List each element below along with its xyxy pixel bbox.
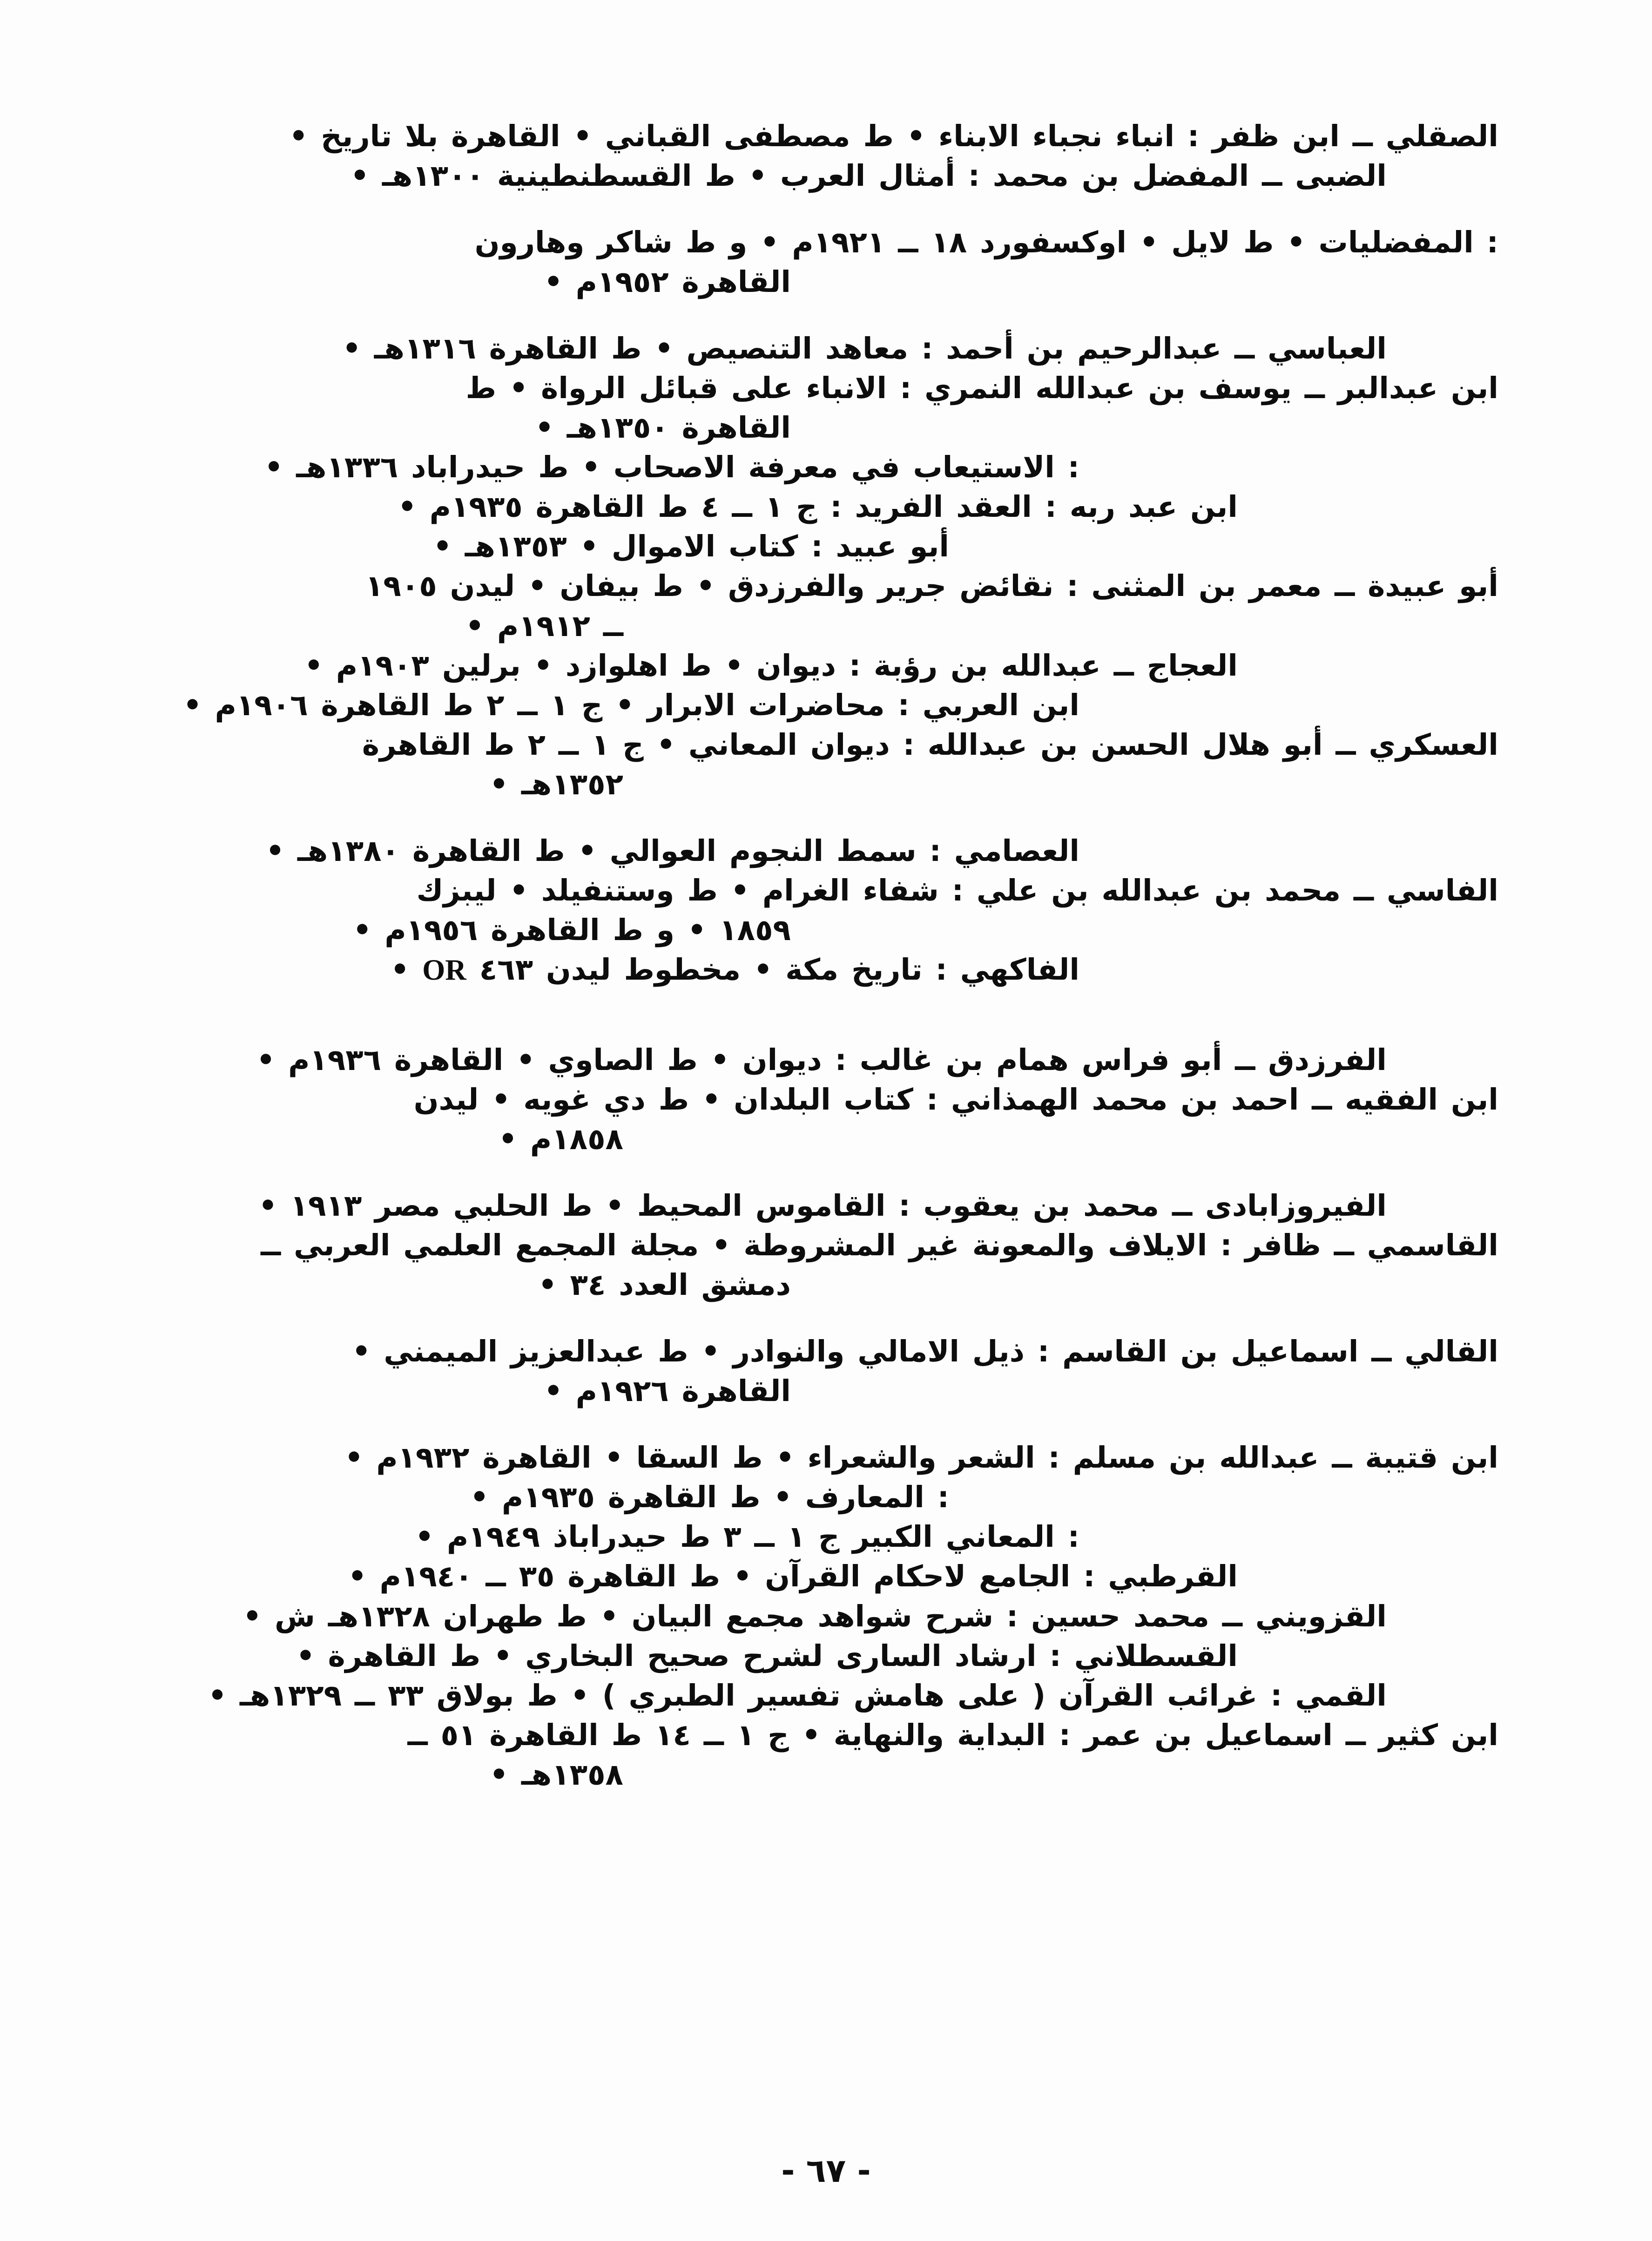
entry-blocks-container xyxy=(154,116,1498,1794)
entry-line-primary xyxy=(154,368,1498,408)
entry-line-primary xyxy=(154,1332,1498,1371)
entry-line-continuation xyxy=(154,1265,1498,1305)
entry-text: : المعاني الكبير ج ١ ــ ٣ ط حيدراباذ ١٩٤٩م • xyxy=(415,1520,1079,1554)
bibliography-entry xyxy=(154,1186,1498,1225)
entry-line-continuation xyxy=(154,408,1498,447)
entry-block xyxy=(154,831,1498,990)
entry-line-primary xyxy=(154,1438,1498,1477)
bibliography-entry xyxy=(154,329,1498,368)
block-spacer xyxy=(154,302,1498,329)
entry-text: ــ ١٩١٢م • xyxy=(465,609,623,643)
bibliography-entry xyxy=(154,487,1498,527)
bibliography-entry xyxy=(154,1225,1498,1305)
entry-line-continuation xyxy=(154,606,1498,646)
bibliography-entry xyxy=(154,871,1498,950)
bibliography-entry xyxy=(154,950,1498,990)
entry-line-primary xyxy=(154,447,1498,487)
entry-text: القزويني ــ محمد حسين : شرح شواهد مجمع البيان • ط طهران ١٣٢٨هـ ش • xyxy=(243,1599,1387,1633)
entry-text: الفاسي ــ محمد بن عبدالله بن علي : شفاء الغرام • ط وستنفيلد • ليبزك xyxy=(416,873,1498,907)
entry-text: ابن عبد ربه : العقد الفريد : ج ١ ــ ٤ ط القاهرة ١٩٣٥م • xyxy=(398,490,1238,524)
block-spacer xyxy=(154,804,1498,831)
bibliography-entry xyxy=(154,1040,1498,1080)
bibliography-entry xyxy=(154,368,1498,447)
block-spacer xyxy=(154,196,1498,223)
entry-text: القاهرة ١٣٥٠هـ • xyxy=(535,411,791,445)
bibliography-entry xyxy=(154,831,1498,871)
bibliography-entry xyxy=(154,447,1498,487)
entry-text: ١٣٥٢هـ • xyxy=(489,767,623,801)
bibliography-entry xyxy=(154,1597,1498,1636)
entry-line-primary xyxy=(154,329,1498,368)
entry-line-primary xyxy=(154,725,1498,765)
bibliography-entry xyxy=(154,1636,1498,1676)
entry-line-continuation xyxy=(154,910,1498,950)
entry-line-primary xyxy=(154,1636,1498,1676)
block-spacer xyxy=(154,1305,1498,1332)
entry-line-primary xyxy=(154,1715,1498,1755)
entry-line-continuation xyxy=(154,765,1498,804)
entry-text: : المعارف • ط القاهرة ١٩٣٥م • xyxy=(470,1480,949,1515)
entry-text: : المفضليات • ط لايل • اوكسفورد ١٨ ــ ١٩٢١م • و ط شاكر وهارون xyxy=(474,225,1498,260)
entry-block xyxy=(154,116,1498,196)
entry-text: الفيروزابادى ــ محمد بن يعقوب : القاموس المحيط • ط الحلبي مصر ١٩١٣ • xyxy=(258,1189,1387,1223)
entry-line-primary xyxy=(154,1225,1498,1265)
bibliography-entry xyxy=(154,1332,1498,1411)
entry-text: ابن كثير ــ اسماعيل بن عمر : البداية والنهاية • ج ١ ــ ١٤ ط القاهرة ٥١ ــ xyxy=(407,1718,1498,1752)
bibliography-entry xyxy=(154,725,1498,804)
bibliography-entry xyxy=(154,1477,1498,1517)
entry-block xyxy=(154,329,1498,804)
entry-text: العجاج ــ عبدالله بن رؤبة : ديوان • ط اهلوازد • برلين ١٩٠٣م • xyxy=(304,648,1238,683)
bibliography-entry xyxy=(154,527,1498,566)
bibliography-entry xyxy=(154,685,1498,725)
entry-terminator: • xyxy=(391,952,423,987)
bibliography-entry xyxy=(154,1438,1498,1477)
entry-text: ١٨٥٨م • xyxy=(498,1122,623,1157)
entry-line-primary xyxy=(154,566,1498,606)
entry-block xyxy=(154,1438,1498,1794)
entry-text: دمشق العدد ٣٤ • xyxy=(538,1268,791,1302)
bibliography-entry xyxy=(154,1676,1498,1715)
entry-text: القمي : غرائب القرآن ( على هامش تفسير الطبري ) • ط بولاق ٣٣ ــ ١٣٢٩هـ • xyxy=(208,1678,1387,1713)
entry-line-primary xyxy=(154,156,1498,196)
entry-text: القاسمي ــ ظافر : الايلاف والمعونة غير المشروطة • مجلة المجمع العلمي العربي ــ xyxy=(261,1228,1498,1263)
entry-text: : الاستيعاب في معرفة الاصحاب • ط حيدراباد ١٣٣٦هـ • xyxy=(264,450,1079,485)
entry-text: القاهرة ١٩٥٢م • xyxy=(544,265,791,299)
entry-line-primary xyxy=(154,116,1498,156)
entry-line-continuation xyxy=(154,1371,1498,1411)
entry-line-primary xyxy=(154,487,1498,527)
bibliography-body xyxy=(154,116,1498,1794)
entry-block xyxy=(154,223,1498,302)
block-spacer xyxy=(154,990,1498,1040)
entry-line-primary xyxy=(154,1080,1498,1119)
entry-line-primary xyxy=(154,1517,1498,1557)
entry-line-primary xyxy=(154,223,1498,262)
entry-text: الصقلي ــ ابن ظفر : انباء نجباء الابناء • ط مصطفى القباني • القاهرة بلا تاريخ • xyxy=(289,119,1498,153)
entry-text: العباسي ــ عبدالرحيم بن أحمد : معاهد التنصيص • ط القاهرة ١٣١٦هـ • xyxy=(342,332,1387,366)
entry-line-primary xyxy=(154,646,1498,685)
entry-text: العصامي : سمط النجوم العوالي • ط القاهرة ١٣٨٠هـ • xyxy=(265,833,1079,868)
manuscript-shelfmark-prefix: OR xyxy=(422,953,466,986)
entry-block xyxy=(154,1040,1498,1159)
bibliography-entry xyxy=(154,156,1498,196)
entry-line-continuation xyxy=(154,1755,1498,1794)
entry-line-primary xyxy=(154,950,1498,990)
entry-text: العسكري ــ أبو هلال الحسن بن عبدالله : ديوان المعاني • ج ١ ــ ٢ ط القاهرة xyxy=(362,727,1498,762)
entry-text: ابن عبدالبر ــ يوسف بن عبدالله النمري : الانباء على قبائل الرواة • ط xyxy=(465,371,1498,406)
entry-text: ابن الفقيه ــ احمد بن محمد الهمذاني : كتاب البلدان • ط دي غويه • ليدن xyxy=(413,1082,1498,1117)
entry-line-primary xyxy=(154,685,1498,725)
entry-text: ١٨٥٩ • و ط القاهرة ١٩٥٦م • xyxy=(353,913,791,947)
entry-block xyxy=(154,1186,1498,1305)
entry-line-primary xyxy=(154,1186,1498,1225)
bibliography-entry xyxy=(154,223,1498,302)
entry-text: القرطبي : الجامع لاحكام القرآن • ط القاهرة ٣٥ ــ ١٩٤٠م • xyxy=(348,1559,1238,1594)
entry-text: الضبى ــ المفضل بن محمد : أمثال العرب • ط القسطنطينية ١٣٠٠هـ • xyxy=(350,159,1387,193)
entry-line-continuation xyxy=(154,1119,1498,1159)
entry-text: ابن قتيبة ــ عبدالله بن مسلم : الشعر والشعراء • ط السقا • القاهرة ١٩٣٢م • xyxy=(344,1441,1498,1475)
bibliography-entry xyxy=(154,1517,1498,1557)
entry-text: الفاكهي : تاريخ مكة • مخطوط ليدن ٤٦٣ xyxy=(479,952,1079,987)
entry-line-primary xyxy=(154,1557,1498,1596)
entry-line-continuation xyxy=(154,262,1498,302)
entry-line-primary xyxy=(154,1597,1498,1636)
entry-line-primary xyxy=(154,871,1498,910)
entry-line-primary xyxy=(154,1040,1498,1080)
entry-line-primary xyxy=(154,1477,1498,1517)
bibliography-entry xyxy=(154,1080,1498,1159)
entry-text: أبو عبيد : كتاب الاموال • ١٣٥٣هـ • xyxy=(433,529,949,564)
entry-line-primary xyxy=(154,831,1498,871)
entry-text: القاهرة ١٩٢٦م • xyxy=(544,1374,791,1408)
block-spacer xyxy=(154,1411,1498,1438)
entry-text: الفرزدق ــ أبو فراس همام بن غالب : ديوان • ط الصاوي • القاهرة ١٩٣٦م • xyxy=(256,1043,1387,1077)
entry-block xyxy=(154,1332,1498,1411)
page-number: ‐ ٦٧ ‐ xyxy=(781,2152,871,2190)
entry-text: ١٣٥٨هـ • xyxy=(489,1757,623,1792)
bibliography-entry xyxy=(154,1557,1498,1596)
bibliography-entry xyxy=(154,566,1498,645)
block-spacer xyxy=(154,1159,1498,1186)
entry-text: أبو عبيدة ــ معمر بن المثنى : نقائض جرير والفرزدق • ط بيفان • ليدن ١٩٠٥ xyxy=(365,569,1498,603)
bibliography-entry xyxy=(154,116,1498,156)
bibliography-entry xyxy=(154,1715,1498,1794)
entry-text: ابن العربي : محاضرات الابرار • ج ١ ــ ٢ ط القاهرة ١٩٠٦م • xyxy=(183,688,1079,722)
entry-text: القالي ــ اسماعيل بن القاسم : ذيل الامالي والنوادر • ط عبدالعزيز الميمني • xyxy=(352,1334,1498,1369)
bibliography-entry xyxy=(154,646,1498,685)
entry-line-primary xyxy=(154,527,1498,566)
entry-line-primary xyxy=(154,1676,1498,1715)
entry-text: القسطلاني : ارشاد السارى لشرح صحيح البخاري • ط القاهرة • xyxy=(296,1638,1238,1673)
